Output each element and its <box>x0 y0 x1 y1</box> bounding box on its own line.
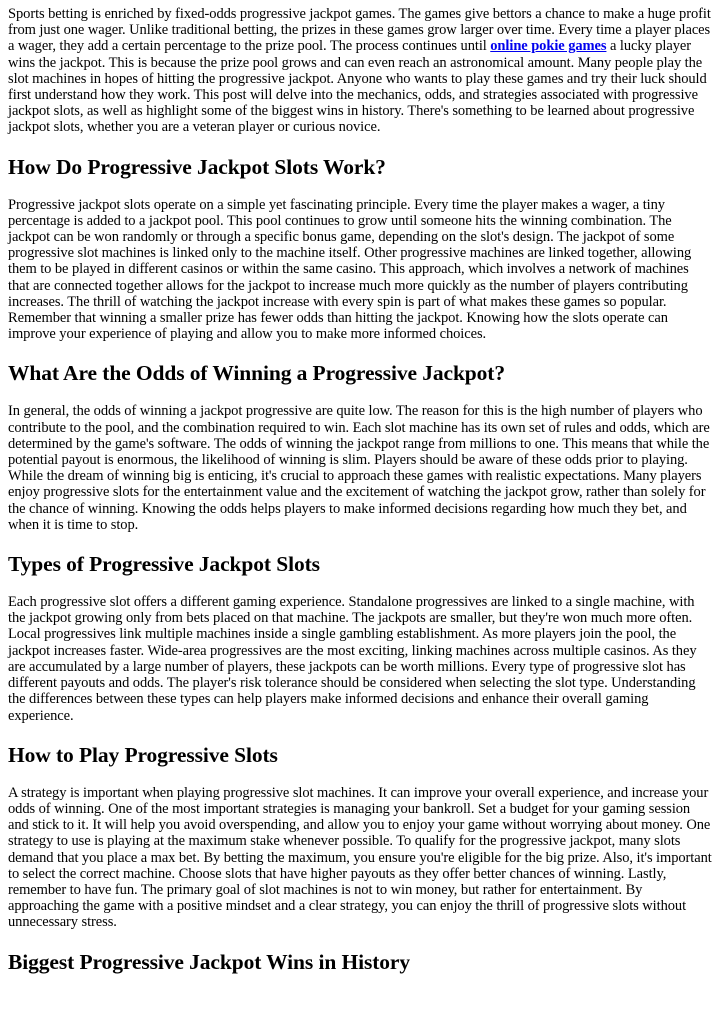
section-body-odds: In general, the odds of winning a jackpot progressive are quite low. The reason for this is the high number of players who contribute to the pool, and the combination required to win. Each slot machine has its own set of rules and odds, which are determined by the game's software. The odds of winning the jackpot range from millions to one. This means that while the potential payout is enormous, the likelihood of winning is slim. Players should be aware of these odds prior to playing. While the dream of winning big is enticing, it's crucial to approach these games with realistic expectations. Many players enjoy progressive slots for the entertainment value and the excitement of watching the jackpot grow, rather than solely for the chance of winning. Knowing the odds helps players to make informed decisions regarding how much they bet, and when it is time to stop. <box>8 403 710 533</box>
section-heading-odds: What Are the Odds of Winning a Progressive Jackpot? <box>8 361 506 386</box>
online-pokie-games-link[interactable]: online pokie games <box>490 38 607 55</box>
section-body-types: Each progressive slot offers a different gaming experience. Standalone progressives are linked to a single machine, with the jackpot growing only from bets placed on that machine. The jackpots are smaller, but they're won much more often. Local progressives link multiple machines inside a single gambling establishment. As more players join the pool, the jackpot increases faster. Wide-area progressives are the most exciting, linking machines across multiple casinos. As they are accumulated by a large number of players, these jackpots can be worth millions. Every type of progressive slot has different payouts and odds. The player's risk tolerance should be considered when selecting the slot type. Understanding the differences between these types can help players make informed decisions and enhance their overall gaming experience. <box>8 594 697 724</box>
section-heading-types: Types of Progressive Jackpot Slots <box>8 552 320 577</box>
section-heading-how-to-play: How to Play Progressive Slots <box>8 742 278 767</box>
intro-paragraph <box>8 6 712 136</box>
section-body-how-to-play: A strategy is important when playing progressive slot machines. It can improve your overall experience, and increase your odds of winning. One of the most important strategies is managing your bankroll. Set a budget for your gaming session and stick to it. It will help you avoid overspending, and allow you to enjoy your game without worrying about money. One strategy to use is playing at the maximum stake whenever possible. To qualify for the progressive jackpot, many slots demand that you place a max bet. By betting the maximum, you ensure you're eligible for the big prize. Also, it's important to select the correct machine. Choose slots that have higher payouts as they offer better chances of winning. Lastly, remember to have fun. The primary goal of slot machines is not to win money, but rather for entertainment. By approaching the game with a positive mindset and a clear strategy, you can enjoy the thrill of progressive slots without unnecessary stress. <box>8 784 712 931</box>
section-heading-how-slots-work: How Do Progressive Jackpot Slots Work? <box>8 154 386 179</box>
intro-text-after-link: a lucky player wins the jackpot. This is because the prize pool grows and can even reach an astronomical amount. Many people play the slot machines in hopes of hitting the progressive jackpot. Anyone who wants to play these games and try their luck should first understand how they work. This post will delve into the mechanics, odds, and strategies associated with progressive jackpot slots, as well as highlight some of the biggest wins in history. There's something to be learned about progressive jackpot slots, whether you are a veteran player or curious novice. <box>8 38 707 136</box>
intro-text-before-link: Sports betting is enriched by fixed-odds progressive jackpot games. The games give bettors a chance to make a huge profit from just one wager. Unlike traditional betting, the prizes in these games grow larger over time. Every time a player places a wager, they add a certain percentage to the prize pool. The process continues until <box>8 6 711 55</box>
section-heading-biggest-wins: Biggest Progressive Jackpot Wins in History <box>8 949 411 974</box>
section-body-how-slots-work: Progressive jackpot slots operate on a simple yet fascinating principle. Every time the player makes a wager, a tiny percentage is added to a jackpot pool. This pool continues to grow until someone hits the winning combination. The jackpot can be won randomly or through a specific bonus game, depending on the slot's design. The jackpot of some progressive slot machines is linked only to the machine itself. Other progressive machines are linked together, allowing them to be played in different casinos or within the same casino. This approach, which involves a network of machines that are connected together allows for the jackpot to increase much more quickly as the number of players contributing increases. The thrill of watching the jackpot increase with every spin is part of what makes these games so popular. Remember that winning a smaller prize has fewer odds than hitting the jackpot. Knowing how the slots operate can improve your experience of playing and allow you to make more informed choices. <box>8 196 692 343</box>
